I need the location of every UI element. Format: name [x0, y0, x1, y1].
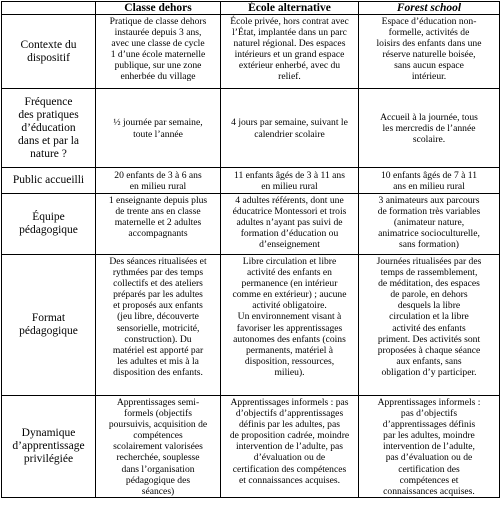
cell-line: maternelle et 2 adultes [114, 217, 202, 229]
cell-line: les adultes et mis à la [117, 355, 199, 367]
cell-line: de parole, en dehors [390, 289, 468, 301]
row-label-line: Équipe [32, 211, 65, 223]
row-label-line: Public accueilli [12, 174, 85, 186]
cell-line: proposées à chaque séance [377, 344, 481, 356]
cell-line: permanents, matériel à [245, 344, 334, 356]
row-label-dynamique [2, 396, 96, 498]
cell-line: Pratique de classe dehors [109, 16, 207, 27]
cell-contexte-classe-dehors [96, 15, 221, 89]
cell-line: obligation d’y participer. [381, 366, 477, 378]
cell-line: scolairement valorisées [113, 441, 203, 453]
cell-format-forest-school [359, 255, 500, 396]
cell-line: rythmées par des temps [112, 267, 204, 279]
cell-line: naturel régional. Des espaces [233, 38, 346, 50]
row-label-line: privilégiée [23, 452, 74, 465]
cell-line: 11 enfants âgés de 3 à 11 ans [234, 169, 345, 181]
cell-line: pédagogique des [125, 474, 191, 486]
cell-public-classe-dehors [96, 168, 221, 194]
cell-line: en milieu rural [261, 181, 318, 192]
cell-line: 1 enseignante depuis plus [108, 195, 208, 206]
cell-line: formelle, activités de [388, 27, 470, 39]
row-label-line: nature ? [30, 147, 67, 160]
cell-line: 20 enfants de 3 à 6 ans [114, 169, 202, 181]
cell-line: adultes n’ayant pas suivi de [236, 217, 343, 229]
cell-line: activité obligatoire. [252, 300, 327, 312]
cell-line: École privée, hors contrat avec [230, 16, 349, 27]
row-label-line: Dynamique [21, 426, 76, 439]
cell-line: activité des enfants en [247, 267, 332, 279]
cell-public-ecole-alternative [221, 168, 359, 194]
header-forest-school: Forest school [359, 2, 500, 15]
cell-line: loisirs des enfants dans une [376, 38, 482, 50]
table-row-format [2, 255, 500, 396]
cell-line: d’apprentissages définis [382, 419, 476, 431]
cell-line: collectifs et des ateliers [113, 278, 203, 290]
cell-line: construction). Du [124, 333, 192, 345]
cell-line: formation d’éducation ou [240, 228, 339, 240]
cell-line: 4 adultes référents, dont une [235, 195, 344, 206]
cell-line: Libre circulation et libre [242, 256, 337, 267]
header-row [2, 2, 500, 15]
cell-line: les mercredis de l’année [382, 122, 476, 134]
cell-line: Un environnement visant à [237, 311, 342, 323]
cell-line: préparés par les adultes [113, 289, 203, 301]
row-label-line: d’apprentissage [12, 439, 85, 452]
cell-frequence-forest-school [359, 89, 500, 168]
row-label-line: Contexte du [20, 38, 77, 51]
cell-line: intérieur. [411, 71, 447, 83]
header-classe-dehors: Classe dehors [96, 2, 221, 15]
cell-line: Journées ritualisées par des [376, 256, 482, 267]
cell-line: de méditation, des espaces [378, 278, 480, 290]
cell-line: extérieur enherbé, avec du [238, 60, 341, 72]
cell-line: temps de rassemblement, [380, 267, 478, 279]
cell-line: Accueil à la journée, tous [380, 111, 478, 123]
cell-line: de formation très variables [377, 206, 481, 218]
row-label-line: d’éducation [21, 121, 76, 134]
cell-line: poursuivis, acquisition de [108, 419, 208, 431]
cell-format-ecole-alternative [221, 255, 359, 396]
cell-public-forest-school [359, 168, 500, 194]
cell-line: intervention de l’adulte, pas [235, 441, 344, 453]
cell-line: sans formation) [399, 239, 459, 251]
cell-line: ½ journée par semaine, [113, 117, 203, 129]
cell-line: instaurée depuis 3 ans, [114, 27, 202, 39]
cell-line: d’enseignement [259, 239, 320, 251]
cell-line: réserve naturelle boisée, [382, 49, 476, 61]
cell-line: Apprentissages semi- [116, 397, 200, 408]
row-label-frequence [2, 89, 96, 168]
cell-line: ans en milieu rural [393, 181, 465, 192]
cell-line: Espace d’éducation non- [381, 16, 477, 27]
cell-line: accompagnants [128, 228, 188, 240]
cell-frequence-ecole-alternative [221, 89, 359, 168]
cell-line: autonomes des enfants (coins [233, 333, 346, 345]
cell-line: en milieu rural [129, 181, 187, 192]
cell-contexte-ecole-alternative [221, 15, 359, 89]
cell-line: intervention de l’adulte, [383, 441, 475, 453]
cell-line: formels (objectifs [124, 408, 192, 420]
table-body [2, 15, 500, 498]
cell-line: disposition des enfants. [113, 366, 203, 378]
cell-line: sensorielle, motricité, [116, 322, 200, 334]
cell-frequence-classe-dehors [96, 89, 221, 168]
cell-equipe-ecole-alternative [221, 194, 359, 255]
cell-line: d’objectifs d’apprentissages [235, 408, 344, 420]
cell-line: et connaissances acquises. [239, 474, 340, 486]
table-row-contexte [2, 15, 500, 89]
row-label-line: dispositif [27, 51, 70, 64]
cell-line: séances) [141, 485, 175, 497]
cell-line: intérieurs et un grand espace [234, 49, 345, 61]
header-ecole-alternative: École alternative [221, 2, 359, 15]
cell-line: disposition, ressources, [244, 355, 335, 367]
cell-contexte-forest-school [359, 15, 500, 89]
cell-line: permanence (en intérieur [241, 278, 338, 290]
cell-line: favoriser les apprentissages [236, 322, 343, 334]
cell-line: desquels la libre [397, 300, 461, 312]
cell-line: connaissances acquises. [383, 485, 475, 497]
cell-line: 10 enfants âgés de 7 à 11 [380, 169, 478, 181]
cell-equipe-forest-school [359, 194, 500, 255]
cell-line: définis par les adultes, pas [239, 419, 340, 431]
comparison-table [1, 1, 500, 498]
table-row-public [2, 168, 500, 194]
cell-line: certification des [398, 463, 460, 475]
row-label-line: dans et par la [18, 134, 79, 147]
cell-line: compétences et [399, 474, 459, 486]
cell-line: toute l’année [133, 128, 183, 140]
cell-line: 4 jours par semaine, suivant le [231, 117, 348, 129]
table-row-equipe [2, 194, 500, 255]
row-label-line: pédagogique [19, 224, 78, 236]
cell-dynamique-ecole-alternative [221, 396, 359, 498]
row-label-public [2, 168, 96, 194]
cell-line: priment. Des activités sont [377, 333, 481, 345]
cell-dynamique-forest-school [359, 396, 500, 498]
table-row-dynamique [2, 396, 500, 498]
cell-line: sans aucun espace [394, 60, 464, 72]
cell-line: dans l’organisation [121, 463, 195, 475]
row-label-line: Fréquence [24, 95, 73, 108]
cell-line: éducatrice Montessori et trois [232, 206, 347, 218]
cell-line: l’État, implantée dans un parc [232, 27, 347, 39]
cell-line: pas d’objectifs [400, 408, 458, 420]
cell-line: par les adultes, moindre [383, 430, 475, 442]
row-label-line: des pratiques [18, 108, 79, 121]
cell-line: Des séances ritualisées et [109, 256, 207, 267]
cell-line: enherbée du village [120, 71, 196, 83]
cell-line: relief. [278, 71, 301, 83]
row-label-line: Format [31, 312, 66, 324]
cell-line: matériel est apporté par [112, 344, 204, 356]
row-label-contexte [2, 15, 96, 89]
cell-line: 1 d’une école maternelle [110, 49, 206, 61]
cell-line: de trente ans en classe [115, 206, 201, 218]
row-label-line: pédagogique [19, 325, 78, 337]
cell-line: (animateur nature, [393, 217, 465, 229]
cell-line: comme en extérieur) ; aucune [232, 289, 347, 301]
cell-line: milieu). [274, 366, 305, 378]
cell-line: d’évaluation ou de [253, 452, 326, 464]
cell-line: avec une classe de cycle [111, 38, 205, 50]
cell-dynamique-classe-dehors [96, 396, 221, 498]
cell-line: Apprentissages informels : [377, 397, 481, 408]
table-row-frequence [2, 89, 500, 168]
row-label-format [2, 255, 96, 396]
cell-line: circulation et la libre [389, 311, 469, 323]
cell-line: et proposés aux enfants [113, 300, 203, 312]
cell-line: 3 animateurs aux parcours [378, 195, 480, 206]
cell-equipe-classe-dehors [96, 194, 221, 255]
cell-line: certification des compétences [232, 463, 347, 475]
cell-line: de proposition cadrée, moindre [229, 430, 350, 442]
cell-line: recherchée, souplesse [116, 452, 200, 464]
cell-line: scolaire. [412, 134, 446, 146]
cell-line: calendrier scolaire [254, 128, 325, 140]
cell-format-classe-dehors [96, 255, 221, 396]
cell-line: animatrice socioculturelle, [378, 228, 480, 240]
cell-line: publique, sur une zone [114, 60, 202, 72]
cell-line: Apprentissages informels : pas [230, 397, 349, 408]
row-label-equipe [2, 194, 96, 255]
cell-line: aux enfants, sans [396, 355, 462, 367]
cell-line: activité des enfants [392, 322, 466, 334]
cell-line: pas d’évaluation ou de [385, 452, 473, 464]
cell-line: (jeu libre, découverte [117, 311, 199, 323]
cell-line: compétences [133, 430, 183, 442]
header-corner [2, 2, 96, 15]
